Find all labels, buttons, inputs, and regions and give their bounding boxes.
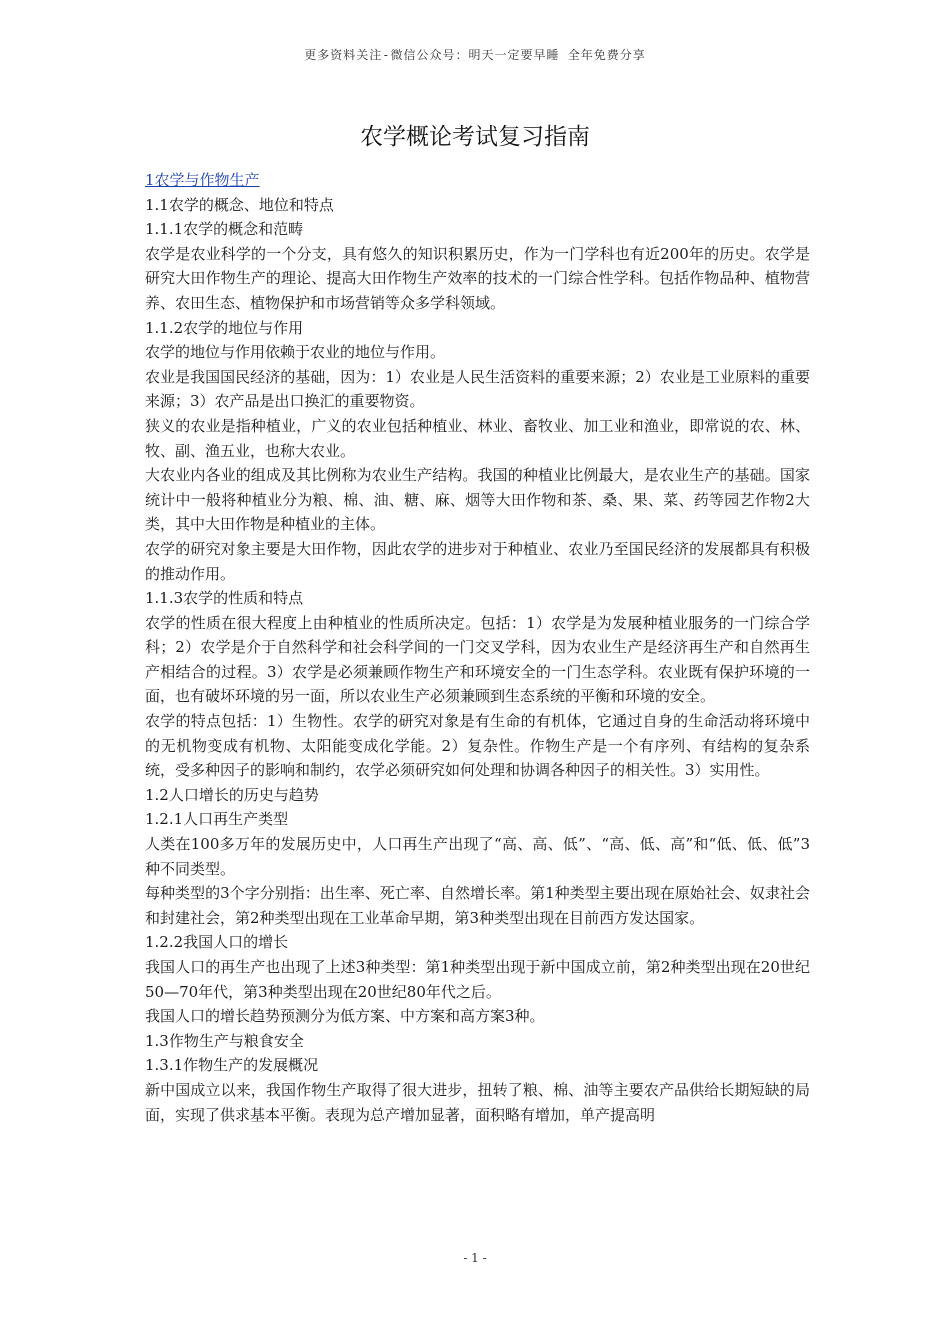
section-heading: 1.2人口增长的历史与趋势 [145, 785, 319, 804]
toc-link-chapter-1[interactable]: 1农学与作物生产 [145, 171, 260, 189]
body-paragraph: 大农业内各业的组成及其比例称为农业生产结构。我国的种植业比例最大，是农业生产的基础。国家统计中一般将种植业分为粮、棉、油、糖、麻、烟等大田作物和茶、桑、果、菜、药等园艺作物2大类，其中大田作物是种植业的主体。 [145, 466, 810, 534]
body-paragraph: 农学的研究对象主要是大田作物，因此农学的进步对于种植业、农业乃至国民经济的发展都具有积极的推动作用。 [145, 539, 810, 583]
subsection-heading: 1.1.2农学的地位与作用 [145, 318, 304, 337]
body-paragraph: 农学的地位与作用依赖于农业的地位与作用。 [145, 343, 446, 362]
body-paragraph: 农学是农业科学的一个分支，具有悠久的知识积累历史，作为一门学科也有近200年的历史。农学是研究大田作物生产的理论、提高大田作物生产效率的技术的一门综合性学科。包括作物品种、植物营养、农田生态、植物保护和市场营销等众多学科领域。 [145, 244, 810, 312]
subsection-heading: 1.1.3农学的性质和特点 [145, 589, 304, 608]
subsection-heading: 1.1.1农学的概念和范畴 [145, 220, 304, 239]
body-paragraph: 狭义的农业是指种植业，广义的农业包括种植业、林业、畜牧业、加工业和渔业，即常说的农、林、牧、副、渔五业，也称大农业。 [145, 416, 810, 460]
body-paragraph: 农业是我国国民经济的基础，因为：1）农业是人民生活资料的重要来源；2）农业是工业原料的重要来源；3）农产品是出口换汇的重要物资。 [145, 367, 810, 411]
subsection-heading: 1.2.2我国人口的增长 [145, 933, 289, 952]
page-number: - 1 - [463, 1251, 487, 1265]
body-paragraph: 我国人口的再生产也出现了上述3种类型：第1种类型出现于新中国成立前，第2种类型出现在20世纪50—70年代，第3种类型出现在20世纪80年代之后。 [145, 958, 810, 1001]
body-paragraph: 新中国成立以来，我国作物生产取得了很大进步，扭转了粮、棉、油等主要农产品供给长期短缺的局面，实现了供求基本平衡。表现为总产增加显著，面积略有增加，单产提高明 [145, 1080, 810, 1124]
subsection-heading: 1.3.1作物生产的发展概况 [145, 1056, 319, 1075]
body-paragraph: 我国人口的增长趋势预测分为低方案、中方案和高方案3种。 [145, 1007, 545, 1026]
body-paragraph: 每种类型的3个字分别指：出生率、死亡率、自然增长率。第1种类型主要出现在原始社会、奴隶社会和封建社会，第2种类型出现在工业革命早期，第3种类型出现在目前西方发达国家。 [145, 884, 810, 927]
body-paragraph: 人类在100多万年的发展历史中，人口再生产出现了“高、高、低”、“高、低、高”和“低、低、低”3种不同类型。 [145, 835, 810, 878]
section-heading: 1.3作物生产与粮食安全 [145, 1031, 304, 1050]
body-paragraph: 农学的性质在很大程度上由种植业的性质所决定。包括：1）农学是为发展种植业服务的一门综合学科；2）农学是介于自然科学和社会科学间的一门交叉学科，因为农业生产是经济再生产和自然再生产相结合的过程。3）农学是必须兼顾作物生产和环境安全的一门生态学科。农业既有保护环境的一面，也有破坏环境的另一面，所以农业生产必须兼顾到生态系统的平衡和环境的安全。 [145, 613, 810, 706]
document-title: 农学概论考试复习指南 [360, 124, 590, 150]
document-body [145, 168, 810, 1127]
section-heading: 1.1农学的概念、地位和特点 [145, 195, 334, 214]
body-paragraph: 农学的特点包括：1）生物性。农学的研究对象是有生命的有机体，它通过自身的生命活动将环境中的无机物变成有机物、太阳能变成化学能。2）复杂性。作物生产是一个有序列、有结构的复杂系统，受多种因子的影响和制约，农学必须研究如何处理和协调各种因子的相关性。3）实用性。 [145, 712, 810, 780]
subsection-heading: 1.2.1人口再生产类型 [145, 810, 289, 829]
page-header: 更多资料关注-微信公众号：明天一定要早睡 全年免费分享 [304, 48, 646, 62]
